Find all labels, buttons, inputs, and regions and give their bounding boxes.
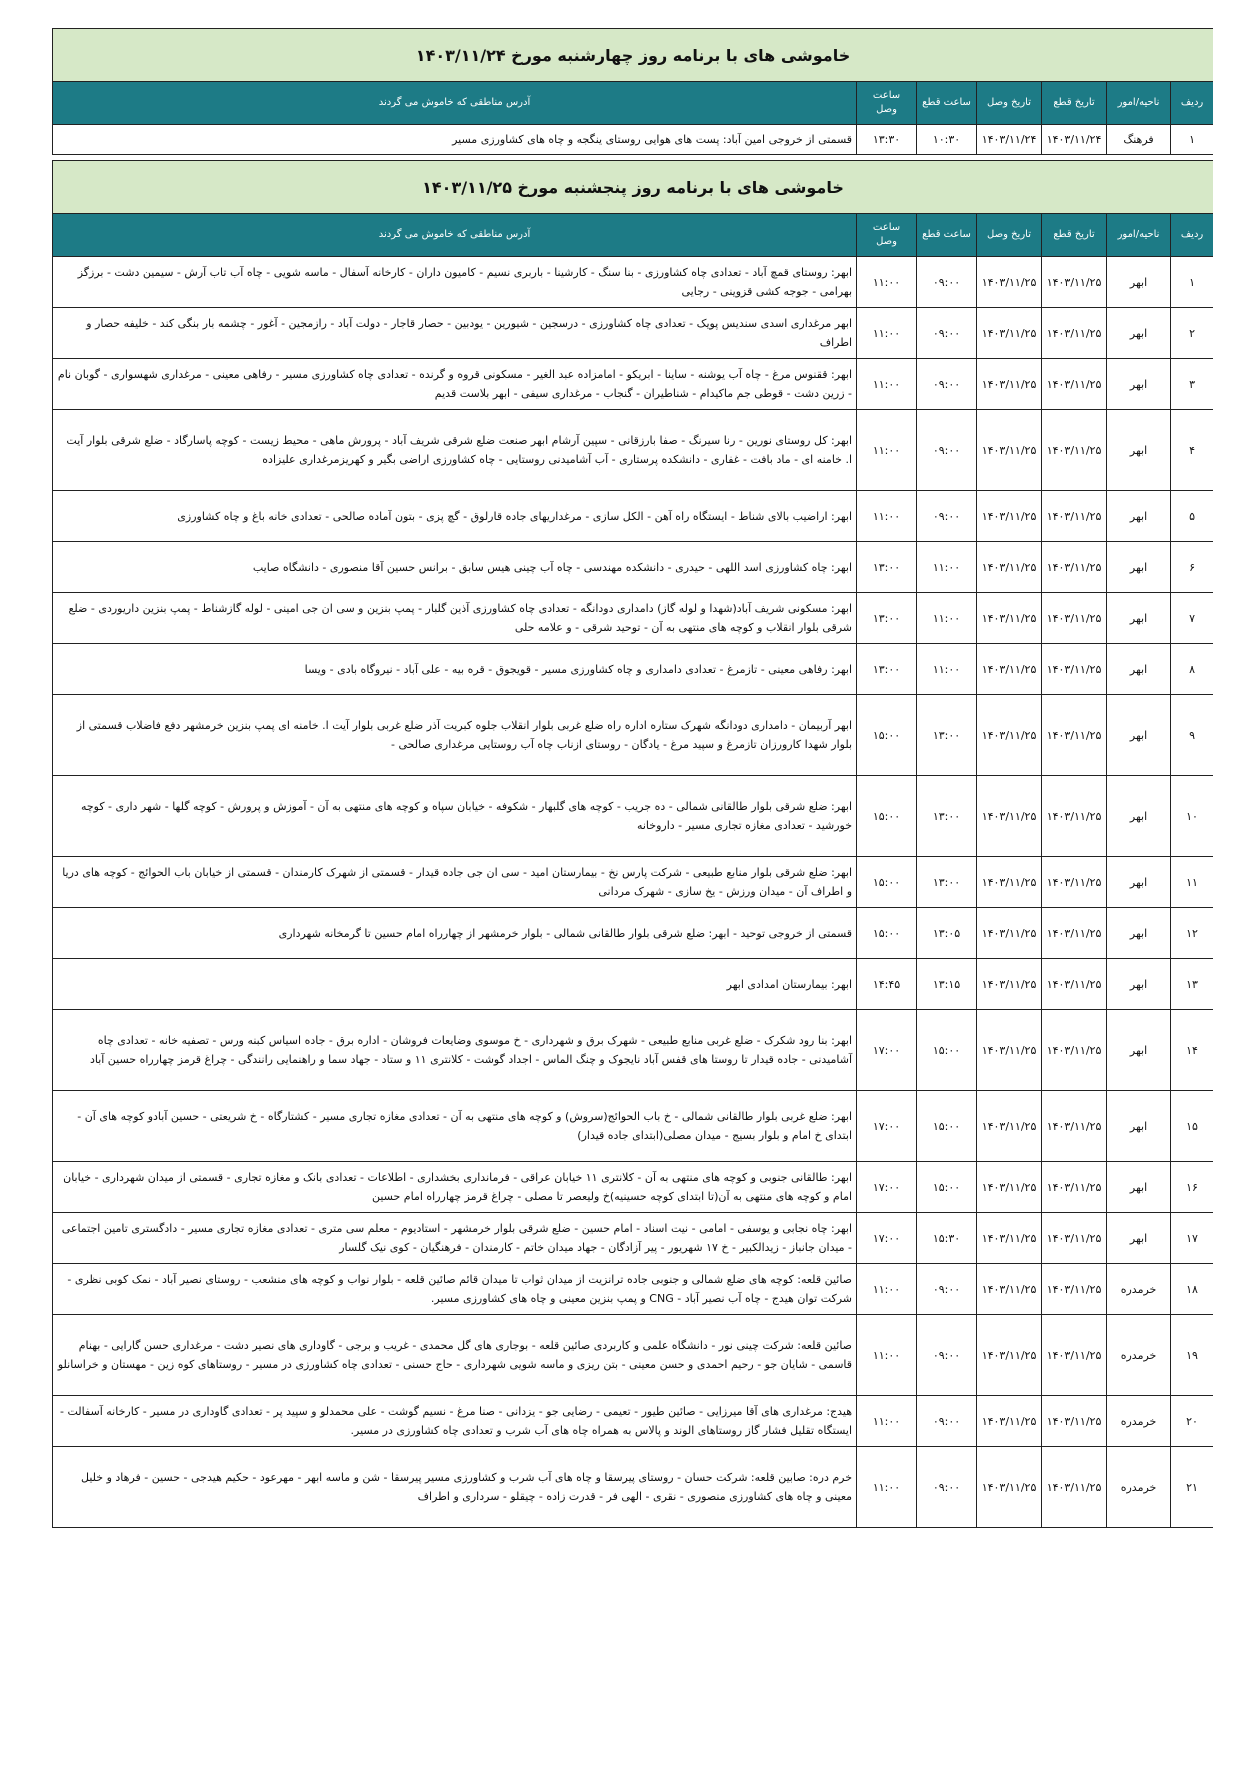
table-row (53, 1447, 1214, 1528)
cell-cut-date: ۱۴۰۳/۱۱/۲۵ (1042, 359, 1107, 410)
cell-connect-date: ۱۴۰۳/۱۱/۲۵ (977, 593, 1042, 644)
cell-cut-time: ۰۹:۰۰ (917, 257, 977, 308)
cell-cut-time: ۱۳:۰۰ (917, 695, 977, 776)
cell-connect-time: ۱۳:۰۰ (857, 644, 917, 695)
cell-connect-time: ۱۴:۴۵ (857, 959, 917, 1010)
cell-no: ۱۰ (1171, 776, 1213, 857)
header-address: آدرس مناطقی که خاموش می گردند (53, 82, 857, 125)
table-row (53, 308, 1214, 359)
cell-no: ۱۲ (1171, 908, 1213, 959)
cell-area: ابهر (1107, 908, 1171, 959)
cell-connect-time: ۱۵:۰۰ (857, 695, 917, 776)
header-area: ناحیه/امور (1107, 82, 1171, 125)
header-cut-date: تاریخ قطع (1042, 214, 1107, 257)
cell-cut-date: ۱۴۰۳/۱۱/۲۵ (1042, 959, 1107, 1010)
cell-address: ابهر: ضلع غربی بلوار طالقانی شمالی - خ باب الحوائج(سروش) و کوچه های منتهی به آن - تعدادی مغازه تجاری مسیر - کشتارگاه - خ شریعتی - حسین آبادو کوچه های آن - ابتدای خ امام و بلوار بسیج - میدان مصلی(ابتدای جاده قیدار) (53, 1091, 857, 1162)
cell-address: ابهر آربیمان - دامداری دودانگه شهرک ستاره اداره راه ضلع غربی بلوار انقلاب جلوه کبریت آذر ضلع غربی بلوار آیت ا. خامنه ای پمپ بنزین خرمشهر دفع فاضلاب قسمتی از بلوار شهدا کارورزان تازمرغ و سپید مرغ - یادگان - روستای ازناب چاه آب روستایی مرغداری صالحی - (53, 695, 857, 776)
cell-area: ابهر (1107, 857, 1171, 908)
cell-cut-date: ۱۴۰۳/۱۱/۲۵ (1042, 1315, 1107, 1396)
cell-connect-time: ۱۷:۰۰ (857, 1162, 917, 1213)
cell-cut-date: ۱۴۰۳/۱۱/۲۴ (1042, 125, 1107, 155)
cell-area: ابهر (1107, 257, 1171, 308)
cell-area: ابهر (1107, 1162, 1171, 1213)
cell-cut-date: ۱۴۰۳/۱۱/۲۵ (1042, 593, 1107, 644)
cell-area: ابهر (1107, 593, 1171, 644)
cell-area: ابهر (1107, 359, 1171, 410)
cell-address: ابهر: چاه نجابی و یوسفی - امامی - نیت اسناد - امام حسین - ضلع شرقی بلوار خرمشهر - استادیوم - معلم سی متری - تعدادی مغازه تجاری مسیر - دادگستری تامین اجتماعی - میدان جانباز - زیدالکبیر - خ ۱۷ شهریور - پیر آزادگان - جهاد میدان خاتم - کارمندان - فرهنگیان - کوی نیک گلسار (53, 1213, 857, 1264)
cell-area: فرهنگ (1107, 125, 1171, 155)
cell-address: صائین قلعه: شرکت چینی نور - دانشگاه علمی و کاربردی صائین قلعه - بوجاری های گل محمدی - غریب و برجی - گاوداری های نصیر دشت - مرغداری حسن گارایی - بهنام قاسمی - شایان جو - رحیم احمدی و حسن معینی - بتن ریزی و ماسه شویی شهرداری - حاج حسنی - تعدادی چاه کشاورزی در مسیر - روستاهای کوه زین - مهستان و خراسانلو (53, 1315, 857, 1396)
header-cut-date: تاریخ قطع (1042, 82, 1107, 125)
header-connect-date: تاریخ وصل (977, 214, 1042, 257)
table-row (53, 1396, 1214, 1447)
cell-connect-date: ۱۴۰۳/۱۱/۲۵ (977, 359, 1042, 410)
cell-cut-date: ۱۴۰۳/۱۱/۲۵ (1042, 644, 1107, 695)
section1-title-row (53, 29, 1214, 82)
cell-cut-time: ۱۱:۰۰ (917, 644, 977, 695)
cell-connect-time: ۱۳:۰۰ (857, 593, 917, 644)
cell-no: ۲۰ (1171, 1396, 1213, 1447)
header-connect-time: ساعت وصل (857, 82, 917, 125)
cell-area: ابهر (1107, 491, 1171, 542)
cell-no: ۱۳ (1171, 959, 1213, 1010)
cell-connect-date: ۱۴۰۳/۱۱/۲۵ (977, 857, 1042, 908)
cell-no: ۳ (1171, 359, 1213, 410)
header-cut-time: ساعت قطع (917, 82, 977, 125)
cell-address: ابهر: بنا رود شکرک - ضلع غربی منابع طبیعی - شهرک برق و شهرداری - خ موسوی وضایعات فروشان - اداره برق - جاده اسیاس کبنه ورس - تصفیه خانه - تعدادی چاه آشامیدنی - جاده قیدار تا روستا های قفس آباد نایجوک و چنگ الماس - اجداد گوشت - کلانتری ۱۱ و ستاد - جهاد سما و راهنمایی رانندگی - چراغ قرمز چهارراه حسین آباد (53, 1010, 857, 1091)
cell-address: ابهر: ضلع شرقی بلوار طالقانی شمالی - ده جریب - کوچه های گلبهار - شکوفه - خیابان سپاه و کوچه های منتهی به آن - آموزش و پرورش - کوچه گلها - شهر داری - کوچه خورشید - تعدادی مغازه تجاری مسیر - داروخانه (53, 776, 857, 857)
cell-no: ۲ (1171, 308, 1213, 359)
cell-cut-time: ۰۹:۰۰ (917, 1396, 977, 1447)
cell-connect-time: ۱۱:۰۰ (857, 410, 917, 491)
cell-cut-time: ۰۹:۰۰ (917, 410, 977, 491)
cell-no: ۴ (1171, 410, 1213, 491)
cell-connect-time: ۱۷:۰۰ (857, 1010, 917, 1091)
cell-connect-time: ۱۱:۰۰ (857, 1447, 917, 1528)
cell-no: ۱۷ (1171, 1213, 1213, 1264)
cell-connect-date: ۱۴۰۳/۱۱/۲۵ (977, 776, 1042, 857)
cell-connect-date: ۱۴۰۳/۱۱/۲۵ (977, 308, 1042, 359)
cell-area: خرمدره (1107, 1447, 1171, 1528)
cell-cut-date: ۱۴۰۳/۱۱/۲۵ (1042, 1264, 1107, 1315)
cell-address: ابهر: روستای قمچ آباد - تعدادی چاه کشاورزی - بنا سنگ - کارشینا - باربری نسیم - کامیون داران - کارخانه آسفال - ماسه شویی - چاه آب تاب آرش - سیمین دشت - برزگز بهرامی - جوجه کشی قزوینی - رجایی (53, 257, 857, 308)
table-row (53, 410, 1214, 491)
cell-area: ابهر (1107, 959, 1171, 1010)
cell-connect-time: ۱۱:۰۰ (857, 1315, 917, 1396)
cell-cut-time: ۱۳:۰۰ (917, 776, 977, 857)
table-row (53, 776, 1214, 857)
cell-address: قسمتی از خروجی توحید - ابهر: ضلع شرقی بلوار طالقانی شمالی - بلوار خرمشهر از چهارراه امام حسین تا گرمخانه شهرداری (53, 908, 857, 959)
cell-area: ابهر (1107, 644, 1171, 695)
cell-area: ابهر (1107, 1091, 1171, 1162)
table-row (53, 359, 1214, 410)
table-row (53, 857, 1214, 908)
cell-connect-date: ۱۴۰۳/۱۱/۲۵ (977, 491, 1042, 542)
cell-cut-time: ۰۹:۰۰ (917, 491, 977, 542)
cell-address: ابهر مرغداری اسدی سندیس پویک - تعدادی چاه کشاورزی - درسجین - شیورین - یودبین - حصار قاجار - دولت آباد - رازمجین - آغور - چشمه بار بنگی کند - خلیفه حصار و اطراف (53, 308, 857, 359)
cell-connect-time: ۱۱:۰۰ (857, 308, 917, 359)
cell-no: ۱ (1171, 125, 1213, 155)
cell-no: ۱۸ (1171, 1264, 1213, 1315)
table-row (53, 491, 1214, 542)
header-address: آدرس مناطقی که خاموش می گردند (53, 214, 857, 257)
cell-area: خرمدره (1107, 1315, 1171, 1396)
cell-cut-time: ۱۳:۰۵ (917, 908, 977, 959)
cell-connect-time: ۱۱:۰۰ (857, 1396, 917, 1447)
cell-connect-time: ۱۳:۰۰ (857, 542, 917, 593)
cell-connect-date: ۱۴۰۳/۱۱/۲۵ (977, 1213, 1042, 1264)
cell-no: ۱ (1171, 257, 1213, 308)
header-connect-date: تاریخ وصل (977, 82, 1042, 125)
cell-address: ابهر: ققنوس مرغ - چاه آب یوشنه - ساینا - ابریکو - امامزاده عبد الغیر - مسکونی قروه و گرنده - تعدادی چاه کشاورزی مسیر - رفاهی معینی - مرغداری شهسواری - گوبان نام - زرین دشت - قوطی جم ماکیدام - شناطیران - گنجاب - مرغداری سیفی - ابهر بلاست قدیم (53, 359, 857, 410)
cell-address: صائین قلعه: کوچه های ضلع شمالی و جنوبی جاده ترانزیت از میدان ثواب تا میدان قائم صائین قلعه - بلوار نواب و کوچه های منشعب - روستای نصیر آباد - نمک کوبی نظری - شرکت توان هیدج - چاه آب نصیر آباد - CNG و پمپ بنزین معینی و چاه های کشاورزی مسیر. (53, 1264, 857, 1315)
cell-area: ابهر (1107, 542, 1171, 593)
cell-no: ۱۹ (1171, 1315, 1213, 1396)
cell-address: ابهر: چاه کشاورزی اسد اللهی - حیدری - دانشکده مهندسی - چاه آب چینی هیس سابق - برانس حسین آقا منصوری - دانشگاه صایب (53, 542, 857, 593)
cell-cut-time: ۰۹:۰۰ (917, 1315, 977, 1396)
cell-address: خرم دره: صابین قلعه: شرکت حسان - روستای پیرسقا و چاه های آب شرب و کشاورزی مسیر پیرسقا - شن و ماسه ابهر - مهرعود - حکیم هیدجی - حسین - فرهاد و خلیل معینی و چاه های کشاورزی منصوری - نقری - الهی فر - قدرت زاده - چیقلو - سرداری و اطراف (53, 1447, 857, 1528)
cell-address: ابهر: رفاهی معینی - تازمرغ - تعدادی دامداری و چاه کشاورزی مسیر - قویجوق - قره بیه - علی آباد - نیروگاه بادی - ویسا (53, 644, 857, 695)
cell-area: ابهر (1107, 1010, 1171, 1091)
cell-address: ابهر: ضلع شرقی بلوار منابع طبیعی - شرکت پارس نخ - بیمارستان امید - سی ان جی جاده قیدار - قسمتی از شهرک کارمندان - قسمتی از خیابان باب الحوائج - کوچه های دریا و اطراف آن - میدان ورزش - یخ سازی - شهرک مردانی (53, 857, 857, 908)
cell-cut-date: ۱۴۰۳/۱۱/۲۵ (1042, 308, 1107, 359)
table-row (53, 1213, 1214, 1264)
cell-cut-time: ۱۵:۰۰ (917, 1091, 977, 1162)
cell-cut-date: ۱۴۰۳/۱۱/۲۵ (1042, 908, 1107, 959)
cell-area: ابهر (1107, 410, 1171, 491)
cell-no: ۱۱ (1171, 857, 1213, 908)
cell-area: ابهر (1107, 308, 1171, 359)
table-row (53, 257, 1214, 308)
cell-cut-time: ۱۵:۳۰ (917, 1213, 977, 1264)
cell-cut-time: ۱۵:۰۰ (917, 1010, 977, 1091)
cell-address: ابهر: کل روستای نورین - رنا سیرنگ - صفا بارزقانی - سپین آرشام ابهر صنعت ضلع شرقی شریف آباد - پرورش ماهی - محیط زیست - کوچه پاسارگاد - ضلع شرقی بلوار آیت ا. خامنه ای - ماد بافت - غفاری - دانشکده پرستاری - آب آشامیدنی روستایی - چاه کشاورزی اراضی بگیر و کهریزمرغداری علیزاده (53, 410, 857, 491)
cell-connect-date: ۱۴۰۳/۱۱/۲۵ (977, 1447, 1042, 1528)
section1-title: خاموشی های با برنامه روز چهارشنبه مورخ ۱۴۰۳/۱۱/۲۴ (53, 29, 1214, 82)
section2-title: خاموشی های با برنامه روز پنجشنبه مورخ ۱۴۰۳/۱۱/۲۵ (53, 161, 1214, 214)
cell-connect-time: ۱۱:۰۰ (857, 257, 917, 308)
cell-connect-time: ۱۳:۳۰ (857, 125, 917, 155)
cell-area: خرمدره (1107, 1264, 1171, 1315)
cell-cut-date: ۱۴۰۳/۱۱/۲۵ (1042, 491, 1107, 542)
cell-address: ابهر: مسکونی شریف آباد(شهدا و لوله گاز) دامداری دودانگه - تعدادی چاه کشاورزی آذین گلبار - پمپ بنزین و سی ان جی امینی - لوله گازشناط - پمپ بنزین داریوردی - ضلع شرقی بلوار انقلاب و کوچه های منتهی به آن - توحید شرقی - و علامه حلی (53, 593, 857, 644)
cell-area: ابهر (1107, 776, 1171, 857)
schedule-table (52, 28, 1213, 1528)
cell-cut-date: ۱۴۰۳/۱۱/۲۵ (1042, 410, 1107, 491)
cell-area: خرمدره (1107, 1396, 1171, 1447)
cell-cut-date: ۱۴۰۳/۱۱/۲۵ (1042, 1091, 1107, 1162)
cell-connect-date: ۱۴۰۳/۱۱/۲۵ (977, 1162, 1042, 1213)
header-row-no: ردیف (1171, 82, 1213, 125)
cell-no: ۹ (1171, 695, 1213, 776)
cell-cut-time: ۱۰:۳۰ (917, 125, 977, 155)
cell-no: ۱۴ (1171, 1010, 1213, 1091)
cell-connect-time: ۱۱:۰۰ (857, 359, 917, 410)
cell-no: ۷ (1171, 593, 1213, 644)
header-connect-time: ساعت وصل (857, 214, 917, 257)
cell-no: ۱۵ (1171, 1091, 1213, 1162)
table-row (53, 542, 1214, 593)
table-row (53, 1162, 1214, 1213)
cell-connect-date: ۱۴۰۳/۱۱/۲۵ (977, 1010, 1042, 1091)
cell-cut-time: ۰۹:۰۰ (917, 359, 977, 410)
cell-connect-date: ۱۴۰۳/۱۱/۲۵ (977, 1264, 1042, 1315)
cell-connect-date: ۱۴۰۳/۱۱/۲۵ (977, 644, 1042, 695)
cell-area: ابهر (1107, 695, 1171, 776)
cell-connect-date: ۱۴۰۳/۱۱/۲۵ (977, 908, 1042, 959)
cell-connect-time: ۱۱:۰۰ (857, 491, 917, 542)
cell-no: ۵ (1171, 491, 1213, 542)
header-area: ناحیه/امور (1107, 214, 1171, 257)
cell-cut-date: ۱۴۰۳/۱۱/۲۵ (1042, 857, 1107, 908)
cell-cut-date: ۱۴۰۳/۱۱/۲۵ (1042, 1162, 1107, 1213)
header-row-no: ردیف (1171, 214, 1213, 257)
table-row (53, 1315, 1214, 1396)
cell-cut-time: ۱۳:۰۰ (917, 857, 977, 908)
cell-connect-date: ۱۴۰۳/۱۱/۲۵ (977, 695, 1042, 776)
cell-area: ابهر (1107, 1213, 1171, 1264)
cell-cut-time: ۰۹:۰۰ (917, 308, 977, 359)
cell-connect-date: ۱۴۰۳/۱۱/۲۵ (977, 1315, 1042, 1396)
cell-connect-date: ۱۴۰۳/۱۱/۲۵ (977, 1091, 1042, 1162)
cell-connect-date: ۱۴۰۳/۱۱/۲۵ (977, 410, 1042, 491)
table-row (53, 959, 1214, 1010)
section2-title-row (53, 161, 1214, 214)
table-row (53, 1091, 1214, 1162)
cell-no: ۱۶ (1171, 1162, 1213, 1213)
cell-address: ابهر: بیمارستان امدادی ابهر (53, 959, 857, 1010)
table-row (53, 125, 1214, 155)
cell-no: ۶ (1171, 542, 1213, 593)
cell-cut-time: ۱۳:۱۵ (917, 959, 977, 1010)
header-cut-time: ساعت قطع (917, 214, 977, 257)
cell-connect-time: ۱۵:۰۰ (857, 857, 917, 908)
cell-connect-date: ۱۴۰۳/۱۱/۲۵ (977, 959, 1042, 1010)
cell-connect-time: ۱۷:۰۰ (857, 1213, 917, 1264)
section2-header-row (53, 214, 1214, 257)
cell-cut-date: ۱۴۰۳/۱۱/۲۵ (1042, 1213, 1107, 1264)
cell-cut-time: ۱۱:۰۰ (917, 542, 977, 593)
cell-connect-time: ۱۵:۰۰ (857, 776, 917, 857)
cell-connect-date: ۱۴۰۳/۱۱/۲۵ (977, 542, 1042, 593)
cell-no: ۸ (1171, 644, 1213, 695)
cell-connect-time: ۱۱:۰۰ (857, 1264, 917, 1315)
cell-cut-date: ۱۴۰۳/۱۱/۲۵ (1042, 542, 1107, 593)
cell-address: ابهر: طالقانی جنوبی و کوچه های منتهی به آن - کلانتری ۱۱ خیابان عراقی - فرمانداری بخشداری - اطلاعات - تعدادی بانک و مغازه تجاری - قسمتی از میدان شهرداری - خیابان امام و کوچه های منتهی به آن(تا ابتدای کوچه حسینیه)خ ولیعصر تا مصلی - چراغ قرمز چهارراه امام حسین (53, 1162, 857, 1213)
cell-connect-time: ۱۵:۰۰ (857, 908, 917, 959)
section1-header-row (53, 82, 1214, 125)
cell-address: قسمتی از خروجی امین آباد: پست های هوایی روستای ینگجه و چاه های کشاورزی مسیر (53, 125, 857, 155)
cell-cut-date: ۱۴۰۳/۱۱/۲۵ (1042, 1447, 1107, 1528)
table-row (53, 644, 1214, 695)
table-row (53, 1264, 1214, 1315)
cell-cut-time: ۱۱:۰۰ (917, 593, 977, 644)
cell-cut-date: ۱۴۰۳/۱۱/۲۵ (1042, 695, 1107, 776)
cell-cut-time: ۰۹:۰۰ (917, 1447, 977, 1528)
table-row (53, 593, 1214, 644)
cell-connect-date: ۱۴۰۳/۱۱/۲۵ (977, 257, 1042, 308)
table-row (53, 1010, 1214, 1091)
table-row (53, 695, 1214, 776)
cell-cut-date: ۱۴۰۳/۱۱/۲۵ (1042, 257, 1107, 308)
table-row (53, 908, 1214, 959)
cell-address: هیدج: مرغداری های آقا میرزایی - صائین طیور - تعیمی - رضایی جو - یزدانی - صنا مرغ - نسیم گوشت - علی محمدلو و سپید پر - تعدادی گاوداری در مسیر - کارخانه آسفالت - ایستگاه تقلیل فشار گاز روستاهای الوند و پالاس به همراه چاه های آب شرب و تعدادی چاه کشاورزی در مسیر. (53, 1396, 857, 1447)
document-page (52, 28, 1213, 1787)
cell-connect-date: ۱۴۰۳/۱۱/۲۵ (977, 1396, 1042, 1447)
cell-cut-date: ۱۴۰۳/۱۱/۲۵ (1042, 1396, 1107, 1447)
cell-address: ابهر: اراضیب بالای شناط - ایستگاه راه آهن - الکل سازی - مرغداریهای جاده قارلوق - گچ پزی - بتون آماده صالحی - تعدادی خانه باغ و چاه کشاورزی (53, 491, 857, 542)
cell-cut-date: ۱۴۰۳/۱۱/۲۵ (1042, 1010, 1107, 1091)
cell-connect-date: ۱۴۰۳/۱۱/۲۴ (977, 125, 1042, 155)
cell-cut-date: ۱۴۰۳/۱۱/۲۵ (1042, 776, 1107, 857)
cell-cut-time: ۰۹:۰۰ (917, 1264, 977, 1315)
cell-connect-time: ۱۷:۰۰ (857, 1091, 917, 1162)
schedule-table-body (53, 29, 1214, 1528)
cell-cut-time: ۱۵:۰۰ (917, 1162, 977, 1213)
cell-no: ۲۱ (1171, 1447, 1213, 1528)
